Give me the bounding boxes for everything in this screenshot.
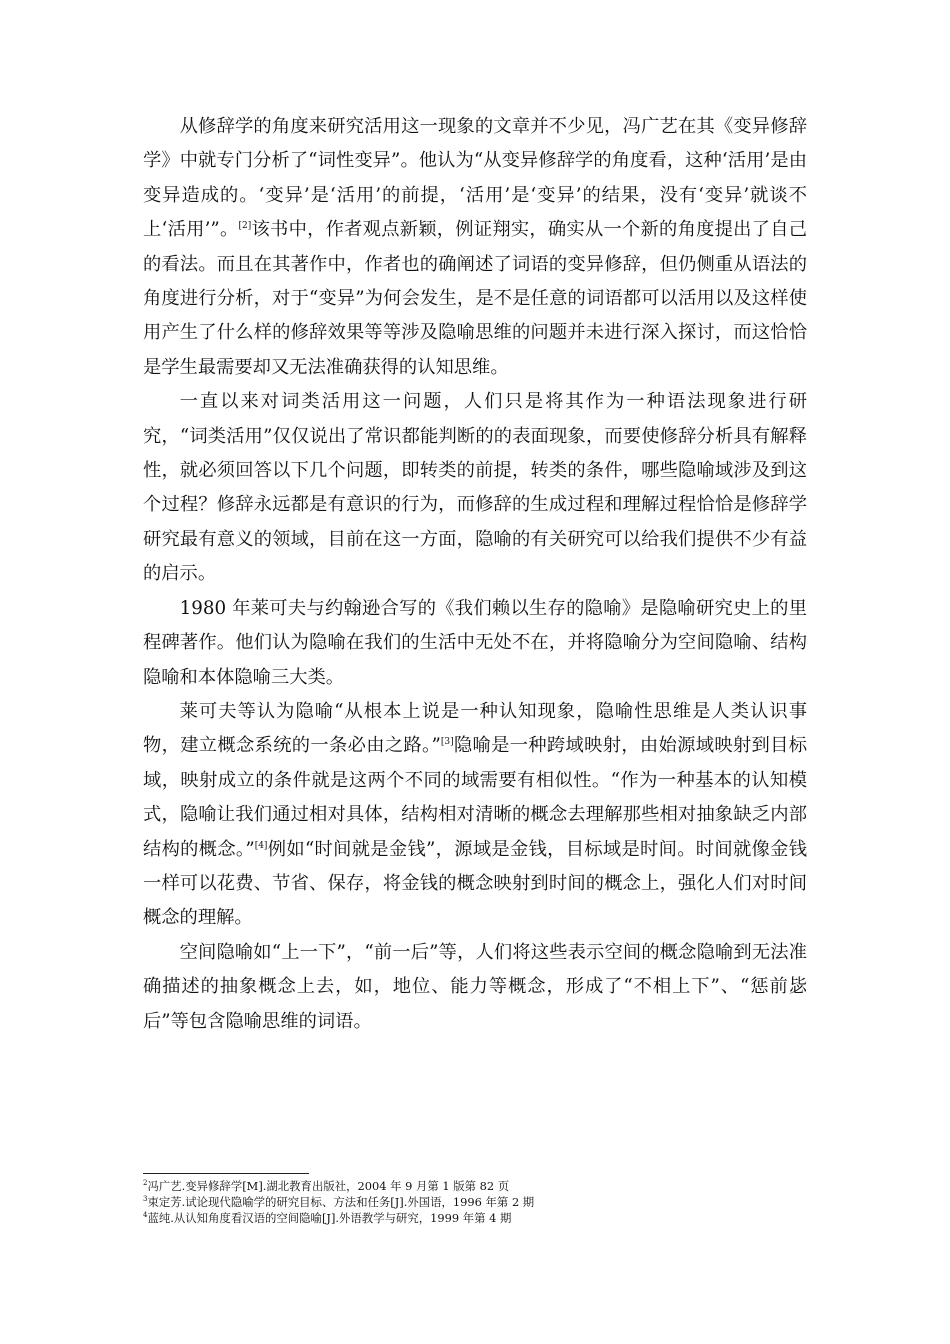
text-run: 例如“时间就是金钱”，源域是金钱，目标域是时间。时间就像金钱一样可以花费、节省、保存，将金钱的概念映射到时间的概念上，强化人们对时间概念的理解。	[143, 838, 807, 929]
text-run: 隐喻是一种跨域映射，由始源域映射到目标域，映射成立的条件就是这两个不同的域需要有相似性。“作为一种基本的认知模式，隐喻让我们通过相对具体，结构相对清晰的概念去理解那些相对抽象缺乏内部结构的概念。”	[143, 735, 808, 860]
footnote-number: 3	[143, 1195, 148, 1204]
footnote-number: 2	[143, 1179, 148, 1188]
text-run: 该书中，作者观点新颖，例证翔实，确实从一个新的角度提出了自己的看法。而且在其著作中，作者也的确阐述了词语的变异修辞，但仍侧重从语法的角度进行分析，对于“变异”为何会发生，是不是任意的词语都可以活用以及这样使用产生了什么样的修辞效果等等涉及隐喻思维的问题并未进行深入探讨，而这恰恰是学生最需要却又无法准确获得的认知思维。	[143, 219, 807, 378]
body-text	[143, 110, 807, 1039]
text-run: 1980 年莱可夫与约翰逊合写的《我们赖以生存的隐喻》是隐喻研究史上的里程碑著作。他们认为隐喻在我们的生活中无处不在，并将隐喻分为空间隐喻、结构隐喻和本体隐喻三大类。	[143, 597, 807, 688]
footnote-separator	[143, 1173, 309, 1174]
footnote	[143, 1194, 807, 1210]
text-run: 从修辞学的角度来研究活用这一现象的文章并不少见，冯广艺在其《变异修辞学》中就专门分析了“词性变异”。他认为“从变异修辞学的角度看，这种‘活用’是由变异造成的。‘变异’是‘活用’的前提，‘活用’是‘变异’的结果，没有‘变异’就谈不上‘活用’”。	[143, 116, 807, 241]
paragraph	[143, 110, 807, 385]
footnote-text: 蓝纯.从认知角度看汉语的空间隐喻[J].外语教学与研究，1999 年第 4 期	[147, 1211, 512, 1226]
citation-marker: [3]	[440, 737, 454, 748]
footnote	[143, 1210, 807, 1226]
text-run: 空间隐喻如“上一下”，“前一后”等，人们将这些表示空间的概念隐喻到无法准确描述的抽象概念上去，如，地位、能力等概念，形成了“不相上下”、“惩前毖后”等包含隐喻思维的词语。	[143, 941, 807, 1032]
footnote-number: 4	[143, 1211, 148, 1220]
paragraph	[143, 592, 807, 695]
citation-marker: [2]	[238, 221, 252, 232]
paragraph	[143, 695, 807, 936]
paragraph	[143, 385, 807, 591]
text-run: 莱可夫等认为隐喻“从根本上说是一种认知现象，隐喻性思维是人类认识事物，建立概念系统的一条必由之路。”	[143, 700, 807, 757]
footnote	[143, 1178, 807, 1194]
footnotes	[143, 1178, 807, 1227]
text-run: 一直以来对词类活用这一问题，人们只是将其作为一种语法现象进行研究，“词类活用”仅仅说出了常识都能判断的的表面现象，而要使修辞分析具有解释性，就必须回答以下几个问题，即转类的前提，转类的条件，哪些隐喻域涉及到这个过程？修辞永远都是有意识的行为，而修辞的生成过程和理解过程恰恰是修辞学研究最有意义的领域，目前在这一方面，隐喻的有关研究可以给我们提供不少有益的启示。	[143, 391, 807, 585]
paragraph	[143, 936, 807, 1039]
footnote-text: 束定芳.试论现代隐喻学的研究目标、方法和任务[J].外国语，1996 年第 2 期	[147, 1195, 535, 1210]
citation-marker: [4]	[254, 840, 268, 851]
footnote-text: 冯广艺.变异修辞学[M].湖北教育出版社，2004 年 9 月第 1 版第 82 页	[147, 1179, 510, 1193]
